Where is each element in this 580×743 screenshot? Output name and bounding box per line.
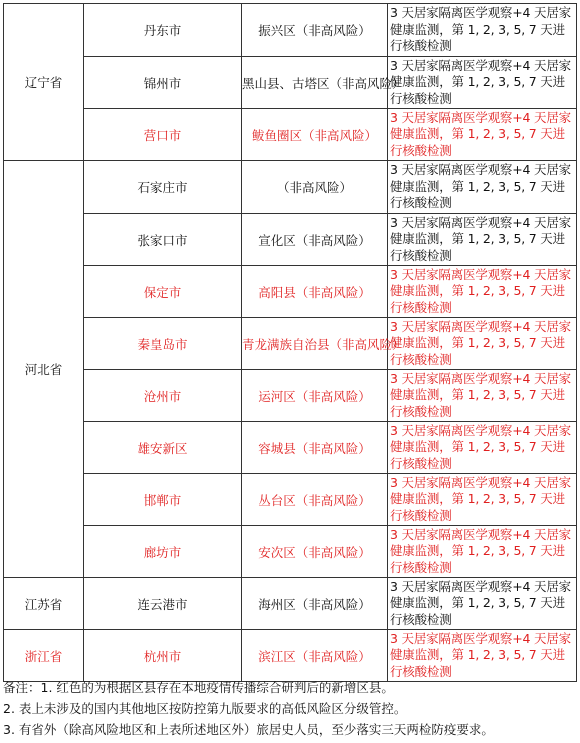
table-row (4, 578, 577, 630)
city-cell: 连云港市 (84, 578, 242, 630)
province-cell: 河北省 (4, 161, 84, 578)
district-cell: 运河区（非高风险） (242, 370, 388, 422)
measure-cell: 3 天居家隔离医学观察+4 天居家健康监测，第 1, 2, 3, 5, 7 天进行核酸检测 (388, 57, 577, 109)
measure-cell: 3 天居家隔离医学观察+4 天居家健康监测，第 1, 2, 3, 5, 7 天进行核酸检测 (388, 526, 577, 578)
city-cell: 张家口市 (84, 214, 242, 266)
table-row (4, 57, 577, 109)
district-cell: 鲅鱼圈区（非高风险） (242, 109, 388, 161)
district-cell: 黑山县、古塔区（非高风险） (242, 57, 388, 109)
measure-cell: 3 天居家隔离医学观察+4 天居家健康监测，第 1, 2, 3, 5, 7 天进行核酸检测 (388, 161, 577, 214)
table-row (4, 630, 577, 682)
city-cell: 营口市 (84, 109, 242, 161)
district-cell: 滨江区（非高风险） (242, 630, 388, 682)
district-cell: 丛台区（非高风险） (242, 474, 388, 526)
measure-cell: 3 天居家隔离医学观察+4 天居家健康监测，第 1, 2, 3, 5, 7 天进行核酸检测 (388, 266, 577, 318)
table-row (4, 526, 577, 578)
province-cell: 浙江省 (4, 630, 84, 682)
district-cell: 青龙满族自治县（非高风险） (242, 318, 388, 370)
table-row (4, 266, 577, 318)
city-cell: 雄安新区 (84, 422, 242, 474)
measure-cell: 3 天居家隔离医学观察+4 天居家健康监测，第 1, 2, 3, 5, 7 天进行核酸检测 (388, 370, 577, 422)
district-cell: 安次区（非高风险） (242, 526, 388, 578)
province-cell: 辽宁省 (4, 4, 84, 161)
table-row (4, 161, 577, 214)
district-cell: 海州区（非高风险） (242, 578, 388, 630)
province-cell: 江苏省 (4, 578, 84, 630)
measure-cell: 3 天居家隔离医学观察+4 天居家健康监测，第 1, 2, 3, 5, 7 天进行核酸检测 (388, 474, 577, 526)
table-row (4, 370, 577, 422)
measure-cell: 3 天居家隔离医学观察+4 天居家健康监测，第 1, 2, 3, 5, 7 天进行核酸检测 (388, 109, 577, 161)
measure-cell: 3 天居家隔离医学观察+4 天居家健康监测，第 1, 2, 3, 5, 7 天进行核酸检测 (388, 318, 577, 370)
measure-cell: 3 天居家隔离医学观察+4 天居家健康监测，第 1, 2, 3, 5, 7 天进行核酸检测 (388, 578, 577, 630)
table-row (4, 4, 577, 57)
note-2: 2. 表上未涉及的国内其他地区按防控第九版要求的高低风险区分级管控。 (3, 701, 407, 716)
table-row (4, 214, 577, 266)
risk-area-table (3, 3, 577, 682)
notes-section (3, 677, 577, 740)
district-cell: 宣化区（非高风险） (242, 214, 388, 266)
measure-cell: 3 天居家隔离医学观察+4 天居家健康监测，第 1, 2, 3, 5, 7 天进行核酸检测 (388, 422, 577, 474)
district-cell: 容城县（非高风险） (242, 422, 388, 474)
note-1: 备注：1. 红色的为根据区县存在本地疫情传播综合研判后的新增区县。 (3, 680, 394, 695)
district-cell: 振兴区（非高风险） (242, 4, 388, 57)
city-cell: 锦州市 (84, 57, 242, 109)
city-cell: 邯郸市 (84, 474, 242, 526)
measure-cell: 3 天居家隔离医学观察+4 天居家健康监测，第 1, 2, 3, 5, 7 天进行核酸检测 (388, 214, 577, 266)
city-cell: 保定市 (84, 266, 242, 318)
city-cell: 秦皇岛市 (84, 318, 242, 370)
city-cell: 廊坊市 (84, 526, 242, 578)
table-row (4, 318, 577, 370)
city-cell: 丹东市 (84, 4, 242, 57)
city-cell: 杭州市 (84, 630, 242, 682)
risk-area-table-body (4, 4, 577, 682)
table-row (4, 422, 577, 474)
city-cell: 石家庄市 (84, 161, 242, 214)
district-cell: 高阳县（非高风险） (242, 266, 388, 318)
table-row (4, 474, 577, 526)
table-row (4, 109, 577, 161)
city-cell: 沧州市 (84, 370, 242, 422)
district-cell: （非高风险） (242, 161, 388, 214)
measure-cell: 3 天居家隔离医学观察+4 天居家健康监测，第 1, 2, 3, 5, 7 天进行核酸检测 (388, 630, 577, 682)
note-3: 3. 有省外（除高风险地区和上表所述地区外）旅居史人员，至少落实三天两检防疫要求。 (3, 722, 494, 737)
measure-cell: 3 天居家隔离医学观察+4 天居家健康监测，第 1, 2, 3, 5, 7 天进行核酸检测 (388, 4, 577, 57)
